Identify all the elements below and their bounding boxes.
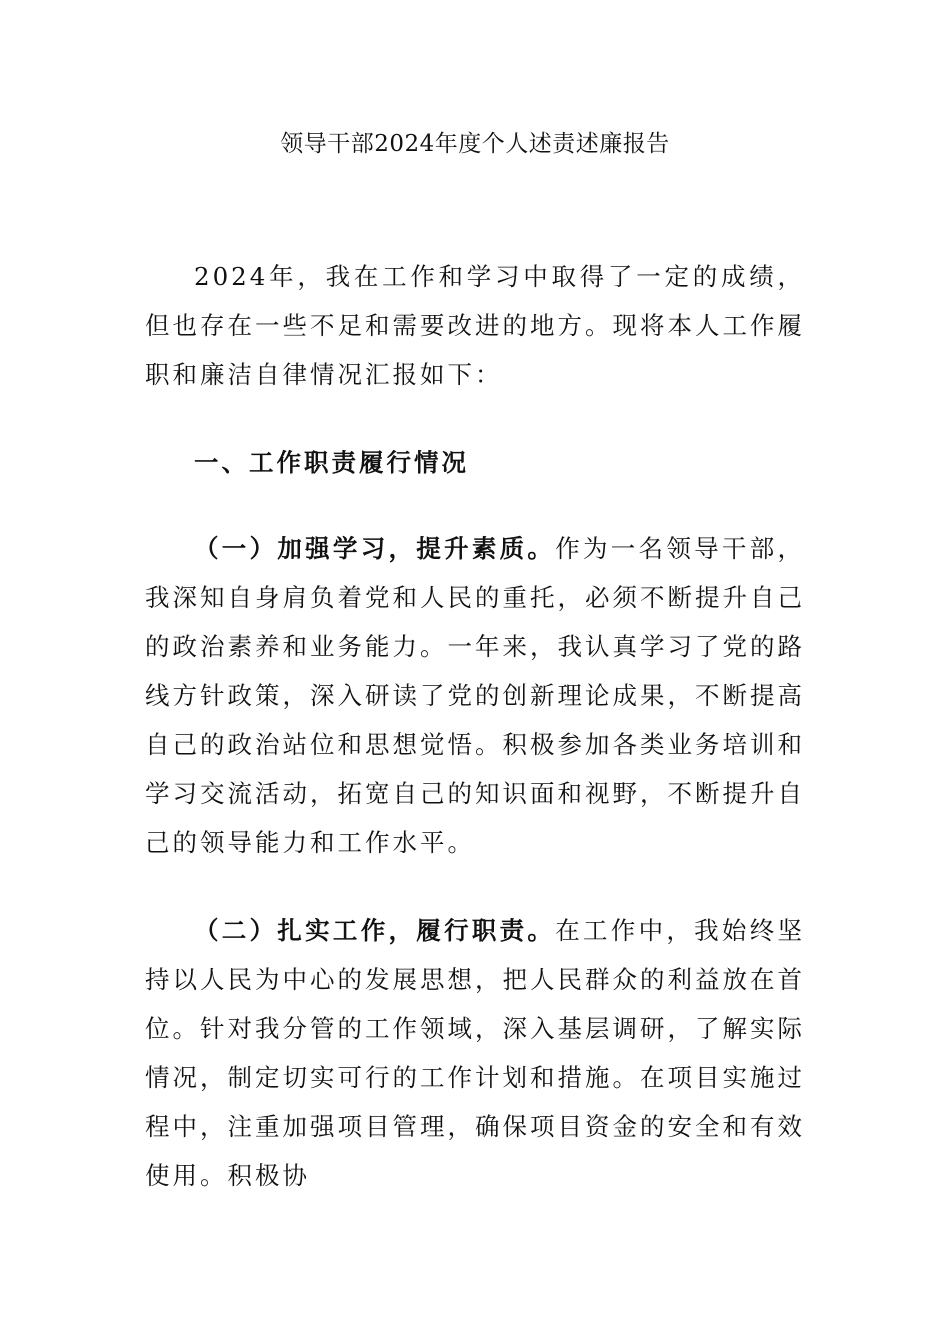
- subsection-2-text: 在工作中，我始终坚持以人民为中心的发展思想，把人民群众的利益放在首位。针对我分管的工作领域，深入基层调研，了解实际情况，制定切实可行的工作计划和措施。在项目实施过程中，注重加强项目管理，确保项目资金的安全和有效使用。积极协: [145, 916, 806, 1190]
- subsection-1-lead: （一）加强学习，提升素质。: [194, 534, 556, 563]
- subsection-1-text: 作为一名领导干部，我深知自身肩负着党和人民的重托，必须不断提升自己的政治素养和业务能力。一年来，我认真学习了党的路线方针政策，深入研读了党的创新理论成果，不断提高自己的政治站位和思想觉悟。积极参加各类业务培训和学习交流活动，拓宽自己的知识面和视野，不断提升自己的领导能力和工作水平。: [145, 534, 806, 857]
- subsection-2-lead: （二）扎实工作，履行职责。: [194, 916, 556, 945]
- subsection-2-paragraph: [145, 906, 805, 1200]
- subsection-1-paragraph: [145, 524, 805, 867]
- document-title: 领导干部2024年度个人述责述廉报告: [280, 131, 670, 157]
- section-heading: [145, 438, 805, 487]
- intro-paragraph: 2024年，我在工作和学习中取得了一定的成绩，但也存在一些不足和需要改进的地方。现将本人工作履职和廉洁自律情况汇报如下：: [145, 262, 805, 389]
- section-heading-text: 一、工作职责履行情况: [194, 448, 469, 477]
